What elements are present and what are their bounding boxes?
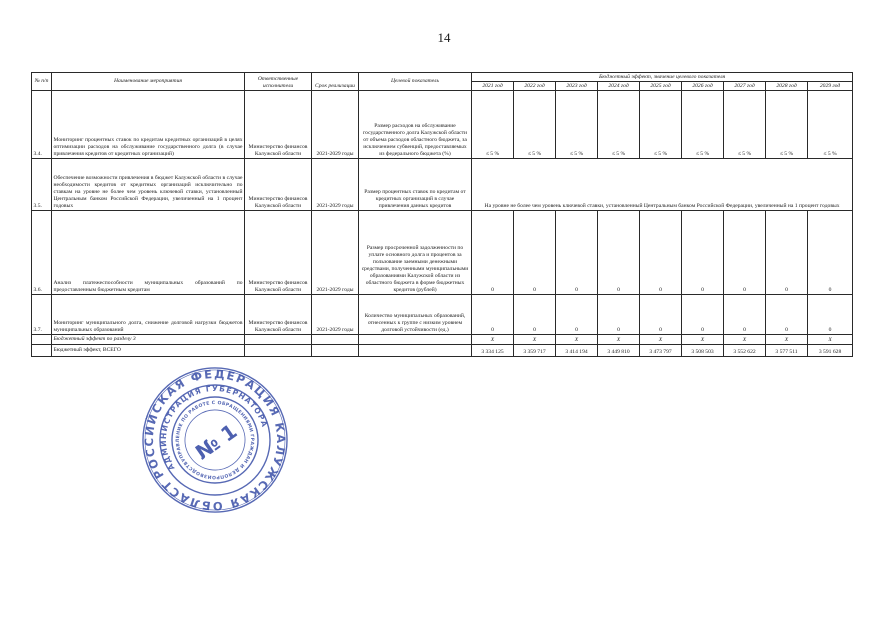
header-year: 2022 год xyxy=(514,82,556,91)
section-total-value: X xyxy=(598,335,640,345)
section-total-value: X xyxy=(556,335,598,345)
row-term: 2021-2029 годы xyxy=(312,159,359,211)
section-total-value: X xyxy=(808,335,853,345)
row-indicator: Размер просроченной задолженности по уплате основного долга и процентов за пользование заемными денежными средствами, полученными муниципальными образованиями Калужской области из областного бюджета в форме бюджетных кредитов (рублей) xyxy=(359,211,472,295)
row-indicator: Размер процентных ставок по кредитам от кредитных организаций в случае привлечения данных кредитов xyxy=(359,159,472,211)
row-value: 0 xyxy=(514,295,556,335)
row-number: 3.6. xyxy=(32,211,52,295)
header-year: 2023 год xyxy=(556,82,598,91)
row-value: 0 xyxy=(724,211,766,295)
row-value: 0 xyxy=(808,211,853,295)
row-term: 2021-2029 годы xyxy=(312,295,359,335)
row-value: ≤ 5 % xyxy=(808,91,853,159)
grand-total-value: 3 449 810 xyxy=(598,345,640,357)
header-year: 2025 год xyxy=(640,82,682,91)
section-total-value: X xyxy=(682,335,724,345)
row-value: 0 xyxy=(766,295,808,335)
section-total-value: X xyxy=(766,335,808,345)
header-num: № п/п xyxy=(32,73,52,91)
row-measure-name: Анализ платежеспособности муниципальных образований по предоставленным бюджетным кредитам xyxy=(52,211,245,295)
row-value: ≤ 5 % xyxy=(766,91,808,159)
row-term: 2021-2029 годы xyxy=(312,211,359,295)
row-value: ≤ 5 % xyxy=(640,91,682,159)
row-term: 2021-2029 годы xyxy=(312,91,359,159)
seal-outer-text: РОССИЙСКАЯ ФЕДЕРАЦИЯ КАЛУЖСКАЯ ОБЛАСТЬ xyxy=(141,366,289,514)
row-value: 0 xyxy=(472,295,514,335)
official-seal xyxy=(140,365,290,515)
table-row xyxy=(32,159,853,211)
section-total-value: X xyxy=(472,335,514,345)
grand-total-value: 3 414 194 xyxy=(556,345,598,357)
row-value: 0 xyxy=(766,211,808,295)
row-value: 0 xyxy=(682,295,724,335)
header-term: Срок реализации xyxy=(312,73,359,91)
row-measure-name: Обеспечение возможности привлечения в бюджет Калужской области в случае необходимости кредитов от кредитных организаций исключительно по ставкам на уровне не более чем уровень ключевой ставки, установленный Центральным банком Российской Федерации, увеличенный на 1 процент годовых xyxy=(52,159,245,211)
seal-number: № 1 xyxy=(190,418,242,465)
row-measure-name: Мониторинг процентных ставок по кредитам кредитных организаций в целях оптимизации расходов на обслуживание государственного долга (в случае привлечения кредитов от кредитных организаций) xyxy=(52,91,245,159)
page-number: 14 xyxy=(437,30,451,45)
header-name: Наименование мероприятия xyxy=(52,73,245,91)
header-year: 2026 год xyxy=(682,82,724,91)
grand-total-value: 3 591 628 xyxy=(808,345,853,357)
row-indicator: Размер расходов на обслуживание государственного долга Калужской области от объема расходов областного бюджета, за исключением субвенций, предоставляемых из федерального бюджета (%) xyxy=(359,91,472,159)
row-value: 0 xyxy=(682,211,724,295)
row-value: ≤ 5 % xyxy=(682,91,724,159)
section-total-label: Бюджетный эффект по разделу 3 xyxy=(52,335,245,345)
row-number: 3.7. xyxy=(32,295,52,335)
table-row xyxy=(32,91,853,159)
grand-total-value: 3 473 797 xyxy=(640,345,682,357)
grand-total-value: 3 577 511 xyxy=(766,345,808,357)
row-value: 0 xyxy=(640,295,682,335)
row-value: 0 xyxy=(640,211,682,295)
row-value: 0 xyxy=(598,295,640,335)
header-year: 2028 год xyxy=(766,82,808,91)
header-executors: Ответственные исполнители xyxy=(245,73,312,91)
header-year: 2027 год xyxy=(724,82,766,91)
row-executors: Министерство финансов Калужской области xyxy=(245,91,312,159)
row-number: 3.5. xyxy=(32,159,52,211)
header-year: 2024 год xyxy=(598,82,640,91)
row-value: ≤ 5 % xyxy=(724,91,766,159)
row-value: ≤ 5 % xyxy=(556,91,598,159)
header-indicator: Целевой показатель xyxy=(359,73,472,91)
row-executors: Министерство финансов Калужской области xyxy=(245,159,312,211)
table-row xyxy=(32,211,853,295)
row-value: 0 xyxy=(556,211,598,295)
row-value: 0 xyxy=(808,295,853,335)
seal-core-text: УПРАВЛЕНИЕ ПО РАБОТЕ С ОБРАЩЕНИЯМИ ГРАЖДАН И ДЕЛОПРОИЗВОДСТВУ xyxy=(175,400,255,480)
row-value: ≤ 5 % xyxy=(514,91,556,159)
row-value: 0 xyxy=(598,211,640,295)
grand-total-value: 3 552 622 xyxy=(724,345,766,357)
row-value: ≤ 5 % xyxy=(472,91,514,159)
grand-total-value: 3 508 503 xyxy=(682,345,724,357)
grand-total-row xyxy=(32,345,853,357)
header-effect-group: Бюджетный эффект, значение целевого показателя xyxy=(472,73,853,82)
row-value: 0 xyxy=(472,211,514,295)
section-total-row xyxy=(32,335,853,345)
header-year: 2021 год xyxy=(472,82,514,91)
row-value: 0 xyxy=(514,211,556,295)
section-total-value: X xyxy=(724,335,766,345)
row-executors: Министерство финансов Калужской области xyxy=(245,295,312,335)
budget-effect-table xyxy=(31,72,853,357)
seal-inner-text: АДМИНИСТРАЦИЯ ГУБЕРНАТОРА xyxy=(158,383,270,472)
table-row xyxy=(32,295,853,335)
section-total-value: X xyxy=(514,335,556,345)
row-merged-value: На уровне не более чем уровень ключевой ставки, установленный Центральным банком Российской Федерации, увеличенный на 1 процент годовых xyxy=(472,159,853,211)
section-total-value: X xyxy=(640,335,682,345)
row-number: 3.4. xyxy=(32,91,52,159)
row-value: 0 xyxy=(724,295,766,335)
row-value: 0 xyxy=(556,295,598,335)
grand-total-label: Бюджетный эффект, ВСЕГО xyxy=(52,345,245,357)
row-value: ≤ 5 % xyxy=(598,91,640,159)
grand-total-value: 3 334 125 xyxy=(472,345,514,357)
row-executors: Министерство финансов Калужской области xyxy=(245,211,312,295)
grand-total-value: 3 359 717 xyxy=(514,345,556,357)
row-indicator: Количество муниципальных образований, отнесенных к группе с низким уровнем долговой устойчивости (ед.) xyxy=(359,295,472,335)
header-year: 2029 год xyxy=(808,82,853,91)
row-measure-name: Мониторинг муниципального долга, снижение долговой нагрузки бюджетов муниципальных образований xyxy=(52,295,245,335)
